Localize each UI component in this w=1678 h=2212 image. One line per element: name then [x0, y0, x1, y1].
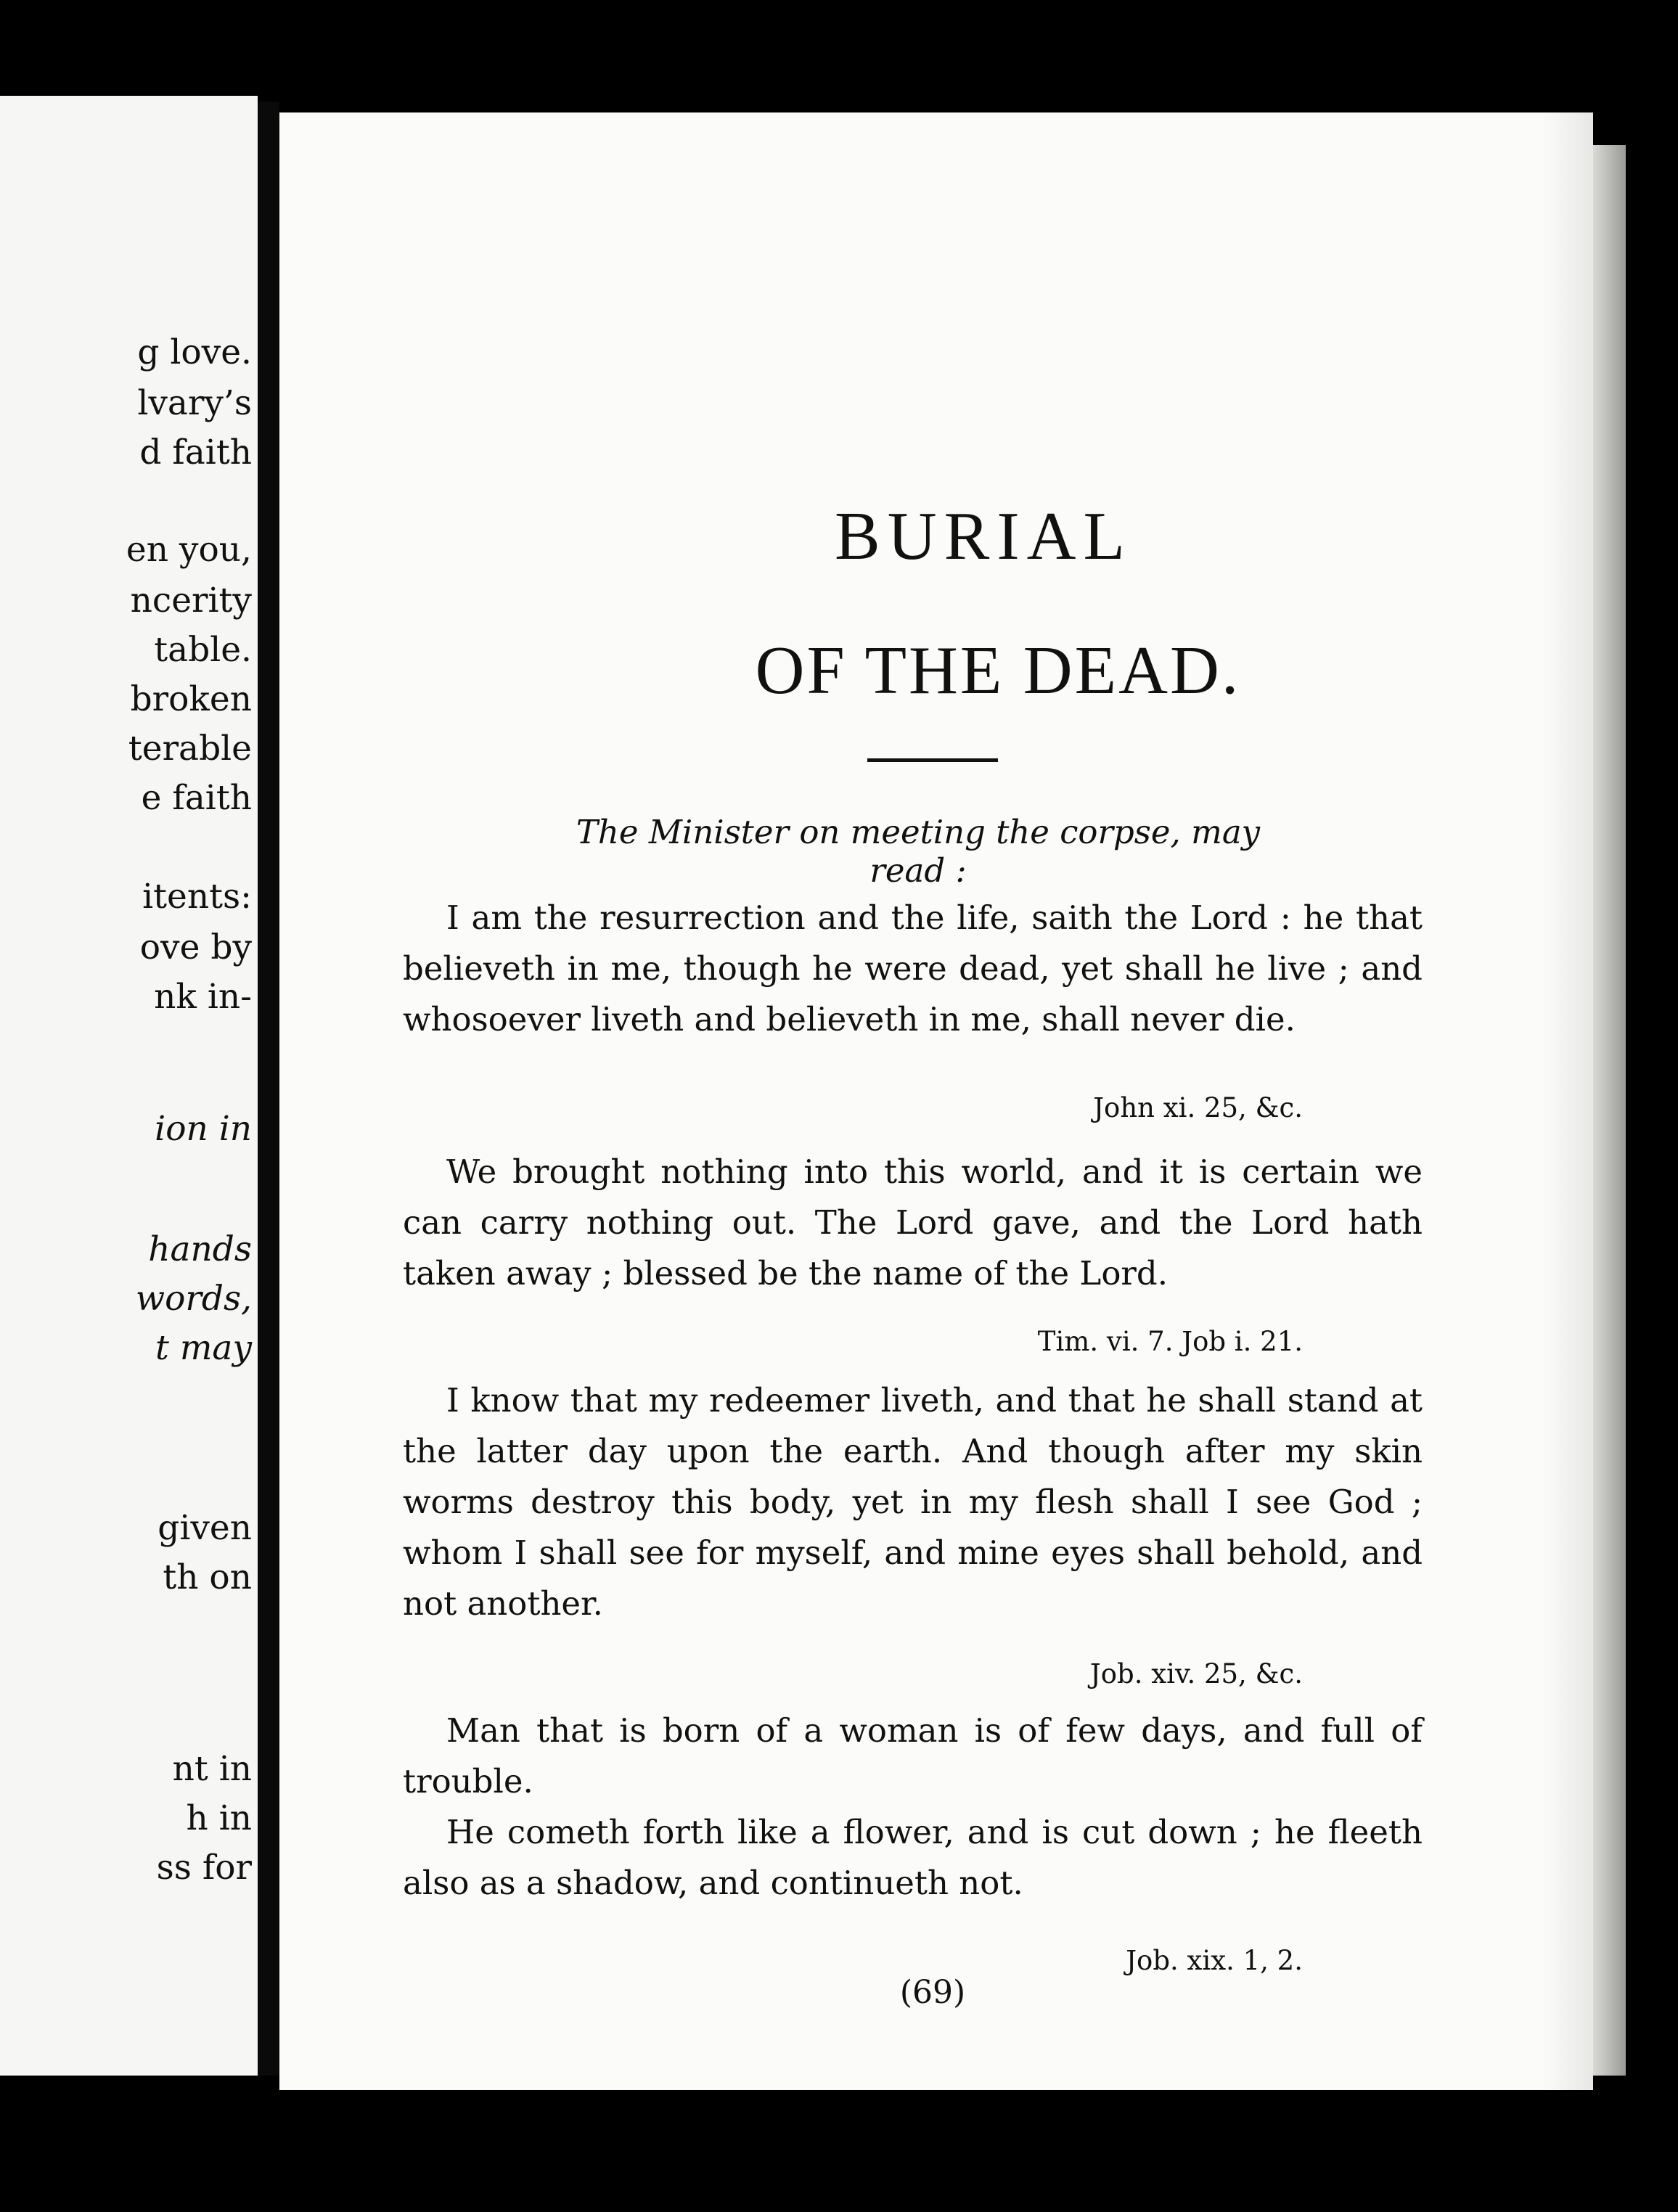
- left-page-line: nt in: [172, 1749, 252, 1789]
- sentence-paragraph: He cometh forth like a flower, and is cut down ; he fleeth also as a shadow, and continueth not.: [403, 1813, 1423, 1902]
- sentence-paragraph: Man that is born of a woman is of few days, and full of trouble.: [403, 1711, 1423, 1801]
- page-number: (69): [899, 1974, 966, 2011]
- left-page-line: en you,: [126, 530, 252, 570]
- sentence-paragraph: We brought nothing into this world, and it is certain we can carry nothing out. The Lord gave, and the Lord hath taken away ; blessed be the name of the Lord.: [403, 1152, 1423, 1293]
- scripture-reference: John xi. 25, &c.: [1093, 1092, 1303, 1123]
- sentence-paragraph: I know that my redeemer liveth, and that he shall stand at the latter day upon the earth. And though after my skin worms destroy this body, yet in my flesh shall I see God ; whom I shall see for myself, and mine eyes shall behold, and not another.: [403, 1381, 1423, 1623]
- left-page-line: ove by: [139, 927, 252, 967]
- title-rule: [867, 758, 998, 762]
- left-page-line: ss for: [156, 1848, 252, 1888]
- left-page-line: e faith: [141, 778, 252, 818]
- title-line-2: OF THE DEAD.: [755, 633, 1241, 708]
- left-page-line: d faith: [139, 433, 252, 472]
- left-page-line: words,: [135, 1279, 252, 1319]
- left-page-line: nk in-: [154, 977, 252, 1017]
- left-page-line: ion in: [155, 1109, 252, 1149]
- left-page-line: th on: [163, 1557, 252, 1597]
- left-page-line: broken: [130, 679, 252, 719]
- left-page-line: g love.: [137, 332, 252, 372]
- book-gutter: [258, 102, 279, 2076]
- left-page-line: h in: [186, 1798, 252, 1838]
- scripture-reference: Tim. vi. 7. Job i. 21.: [1037, 1326, 1303, 1357]
- left-page-line: t may: [155, 1328, 252, 1368]
- left-page-line: ncerity: [130, 581, 252, 620]
- left-page-line: given: [157, 1508, 252, 1548]
- facing-page-left: [0, 96, 258, 2076]
- left-page-line: itents:: [142, 877, 252, 917]
- page-69: [279, 112, 1593, 2090]
- left-page-line: lvary’s: [137, 383, 252, 423]
- scripture-reference: Job. xiv. 25, &c.: [1089, 1658, 1303, 1689]
- left-page-line: hands: [148, 1229, 252, 1269]
- title-line-1: BURIAL: [835, 499, 1132, 574]
- left-page-line: terable: [128, 729, 252, 769]
- rubric: The Minister on meeting the corpse, may read :: [576, 813, 1261, 890]
- scripture-reference: Job. xix. 1, 2.: [1126, 1945, 1303, 1976]
- sentence-paragraph: I am the resurrection and the life, saith the Lord : he that believeth in me, though he were dead, yet shall he live ; and whosoever liveth and believeth in me, shall never die.: [403, 898, 1423, 1039]
- left-page-line: table.: [154, 630, 252, 670]
- page-edge: [1593, 145, 1626, 2076]
